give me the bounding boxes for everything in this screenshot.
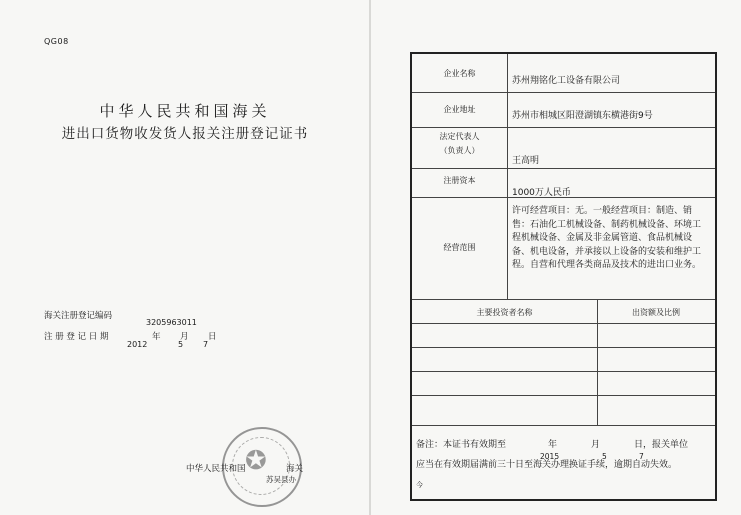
- note-line1: 备注：本证书有效期至 年 月 日，报关单位: [416, 440, 689, 450]
- investor-header: 主要投资者名称: [476, 308, 533, 317]
- legal-rep-label2: （负责人）: [439, 146, 480, 155]
- reg-no-value: 3205963011: [146, 318, 197, 327]
- emblem-icon: ✪: [245, 446, 267, 476]
- reg-date-day-char: 日: [208, 332, 217, 342]
- issuer-right: 海关: [286, 464, 304, 474]
- validity-note: [416, 435, 716, 495]
- expiry-year: 2015: [540, 452, 560, 461]
- reg-date-year-char: 年: [152, 332, 161, 342]
- reg-day: 7: [203, 340, 209, 349]
- reg-date-label: 注 册 登 记 日 期: [44, 332, 109, 342]
- business-scope-text: 许可经营项目：无。一般经营项目：制造、销售：石油化工机械设备、制药机械设备、环境工程机械设备、金属及非金属管道、食品机械设备、机电设备，并承接以上设备的安装和维护工程。自营和代理各类商品及技术的进出口业务。: [512, 206, 702, 270]
- issuer-left: 中华人民共和国: [186, 464, 246, 474]
- share-header: 出资额及比例: [632, 308, 680, 317]
- reg-no-label: 海关注册登记编码: [44, 311, 113, 321]
- business-scope-label: 经营范围: [443, 243, 476, 252]
- note-line2: 应当在有效期届满前三十日至海关办理换证手续，逾期自动失效。: [416, 460, 678, 470]
- registration-table: [410, 52, 717, 501]
- expiry-day: 7: [639, 452, 644, 461]
- registered-capital-label: 注册资本: [443, 176, 476, 185]
- expiry-month: 5: [602, 452, 607, 461]
- certificate-title-line1: 中华人民共和国海关: [99, 102, 271, 120]
- company-address-label: 企业地址: [443, 105, 476, 114]
- company-name-label: 企业名称: [443, 69, 476, 78]
- certificate-title-line2: 进出口货物收发货人报关注册登记证书: [61, 126, 309, 142]
- note-line3: 今: [416, 481, 423, 489]
- registered-capital-value: 1000万人民币: [512, 188, 571, 198]
- issuer-office: 苏吴县办: [266, 475, 296, 484]
- company-address-value: 苏州市相城区阳澄湖镇东横港街9号: [512, 111, 653, 121]
- company-name-value: 苏州翔铭化工设备有限公司: [512, 76, 621, 86]
- reg-year: 2012: [127, 340, 148, 349]
- reg-month: 5: [178, 340, 184, 349]
- legal-rep-value: 王高明: [512, 156, 540, 166]
- page-fold: [369, 0, 371, 515]
- reg-date-month-char: 月: [180, 332, 189, 342]
- legal-rep-label: 法定代表人: [439, 132, 480, 141]
- form-code: QG08: [44, 37, 69, 46]
